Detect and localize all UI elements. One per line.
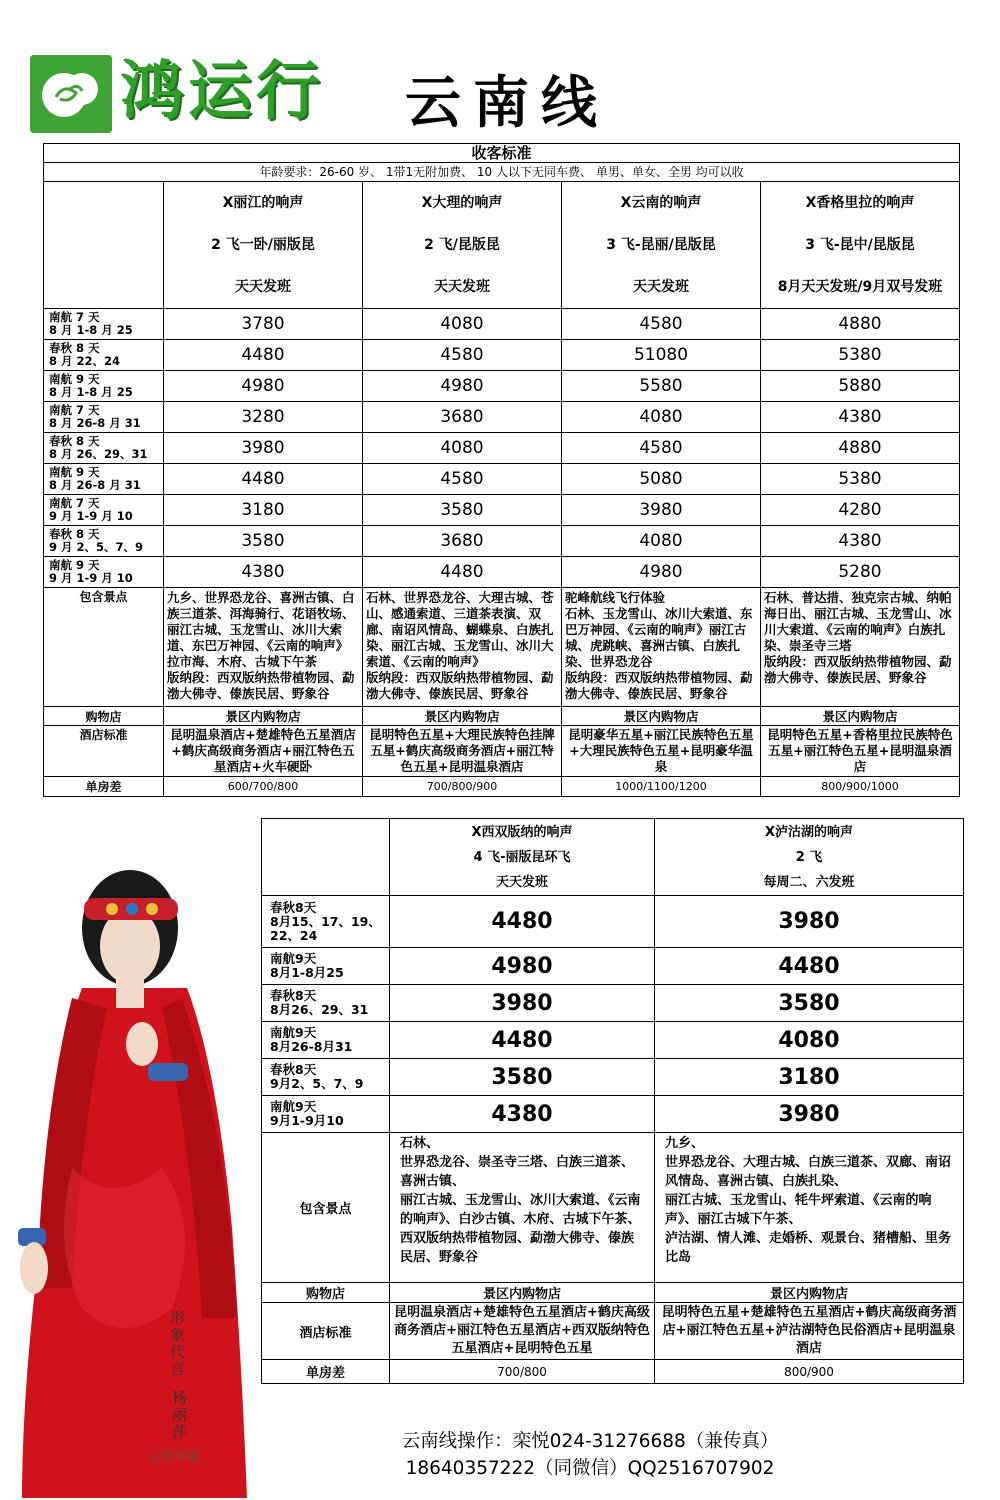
price-cell: 3980 — [562, 495, 761, 526]
diff-cell: 1000/1100/1200 — [562, 777, 761, 797]
price-cell: 3980 — [164, 433, 363, 464]
price-cell: 4980 — [390, 948, 655, 985]
contact-line-2: 18640357222（同微信）QQ2516707902 — [405, 1458, 775, 1479]
sights-cell: 石林、普达措、独克宗古城、纳帕海日出、丽江古城、玉龙雪山、冰川大索道、《云南的响声》白族扎染、崇圣寺三塔 版纳段：西双版纳热带植物园、勐渤大佛寺、傣族民居、野象谷 — [761, 588, 960, 707]
price-cell: 4480 — [390, 1022, 655, 1059]
diff-cell: 800/900/1000 — [761, 777, 960, 797]
table-row — [262, 985, 964, 1022]
price-cell: 5380 — [761, 464, 960, 495]
price-cell: 3280 — [164, 402, 363, 433]
price-cell: 4480 — [164, 340, 363, 371]
price-cell: 4080 — [562, 402, 761, 433]
product-header: X泸沽湖的响声 2 飞 每周二、六发班 — [655, 819, 964, 896]
hotel-cell: 昆明特色五星+香格里拉民族特色五星+丽江特色五星+昆明温泉酒店 — [761, 726, 960, 777]
price-cell: 5380 — [761, 340, 960, 371]
hotel-cell: 昆明特色五星+楚雄特色五星酒店+鹤庆高级商务酒店+丽江特色五星+泸沽湖特色民俗酒店+昆明温泉酒店 — [655, 1303, 964, 1360]
sights-label: 包含景点 — [262, 1133, 390, 1283]
shop-cell: 景区内购物店 — [390, 1283, 655, 1303]
table-row — [44, 495, 960, 526]
shop-label: 购物店 — [44, 707, 164, 726]
price-cell: 4380 — [164, 557, 363, 588]
price-cell: 4580 — [363, 464, 562, 495]
price-cell: 4480 — [655, 948, 964, 985]
product-header: X丽江的响声 2 飞一卧/丽版昆 天天发班 — [164, 182, 363, 309]
price-cell: 3180 — [655, 1059, 964, 1096]
price-cell: 4080 — [363, 433, 562, 464]
price-cell: 3580 — [164, 526, 363, 557]
shop-cell: 景区内购物店 — [562, 707, 761, 726]
diff-cell: 600/700/800 — [164, 777, 363, 797]
sights-cell: 石林、 世界恐龙谷、崇圣寺三塔、白族三道茶、喜洲古镇、 丽江古城、玉龙雪山、冰川大索道、《云南的响声》、白沙古镇、木府、古城下午茶、 西双版纳热带植物园、勐渤大佛寺、傣族民居、野象谷 — [390, 1133, 655, 1283]
diff-cell: 800/900 — [655, 1360, 964, 1384]
price-cell: 4480 — [164, 464, 363, 495]
row-label: 春秋 8 天 8 月 26、29、31 — [44, 433, 164, 464]
table-row — [44, 526, 960, 557]
shop-cell: 景区内购物店 — [761, 707, 960, 726]
cloud-logo-icon — [30, 55, 112, 133]
product-header: X香格里拉的响声 3 飞-昆中/昆版昆 8月天天发班/9月双号发班 — [761, 182, 960, 309]
price-cell: 5580 — [562, 371, 761, 402]
price-cell: 4980 — [562, 557, 761, 588]
table-row — [44, 340, 960, 371]
price-cell: 5080 — [562, 464, 761, 495]
pricing-table-main — [43, 143, 960, 797]
price-cell: 3980 — [390, 985, 655, 1022]
sights-cell: 九乡、 世界恐龙谷、大理古城、白族三道茶、双廊、南诏风情岛、喜洲古镇、白族扎染、 丽江古城、玉龙雪山、牦牛坪索道、《云南的响声》、丽江古城下午茶、 泸沽湖、情人滩、走婚桥、观景台、猪槽船、里务比岛 — [655, 1133, 964, 1283]
price-cell: 4380 — [761, 402, 960, 433]
price-cell: 4380 — [390, 1096, 655, 1133]
diff-cell: 700/800 — [390, 1360, 655, 1384]
price-cell: 5280 — [761, 557, 960, 588]
diff-label: 单房差 — [44, 777, 164, 797]
table-row — [262, 1096, 964, 1133]
row-label: 南航9天 8月1-8月25 — [262, 948, 390, 985]
price-cell: 3680 — [363, 402, 562, 433]
table-row — [262, 1022, 964, 1059]
shop-cell: 景区内购物店 — [655, 1283, 964, 1303]
sights-cell: 九乡、世界恐龙谷、喜洲古镇、白族三道茶、洱海骑行、花语牧场、丽江古城、玉龙雪山、冰川大索道、东巴万神园、《云南的响声》拉市海、木府、古城下午茶 版纳段：西双版纳热带植物园、勐渤大佛寺、傣族民居、野象谷 — [164, 588, 363, 707]
product-header: X西双版纳的响声 4 飞-丽版昆环飞 天天发班 — [390, 819, 655, 896]
price-cell: 4980 — [164, 371, 363, 402]
price-cell: 3980 — [655, 896, 964, 948]
price-cell: 3580 — [390, 1059, 655, 1096]
row-label: 南航 9 天 9 月 1-9 月 10 — [44, 557, 164, 588]
hotel-label: 酒店标准 — [44, 726, 164, 777]
row-label: 南航 7 天 8 月 26-8 月 31 — [44, 402, 164, 433]
row-label: 南航 9 天 8 月 1-8 月 25 — [44, 371, 164, 402]
price-cell: 4980 — [363, 371, 562, 402]
spokesperson-image — [12, 868, 252, 1498]
product-header: X云南的响声 3 飞-昆丽/昆版昆 天天发班 — [562, 182, 761, 309]
diff-cell: 700/800/900 — [363, 777, 562, 797]
sights-cell: 石林、世界恐龙谷、大理古城、苍山、感通索道、三道茶表演、双廊、南诏风情岛、蝴蝶泉、白族扎染、丽江古城、玉龙雪山、冰川大索道、《云南的响声》 版纳段：西双版纳热带植物园、勐渤大佛寺、傣族民居、野象谷 — [363, 588, 562, 707]
row-label: 春秋8天 8月15、17、19、22、24 — [262, 896, 390, 948]
price-cell: 4480 — [363, 557, 562, 588]
corner-cell — [44, 182, 164, 309]
table-row — [44, 309, 960, 340]
hotel-label: 酒店标准 — [262, 1303, 390, 1360]
hotel-cell: 昆明温泉酒店+楚雄特色五星酒店+鹤庆高级商务酒店+丽江特色五星酒店+西双版纳特色五星酒店+昆明特色五星 — [390, 1303, 655, 1360]
price-cell: 3180 — [164, 495, 363, 526]
row-label: 南航 9 天 8 月 26-8 月 31 — [44, 464, 164, 495]
table-row — [44, 371, 960, 402]
table-title: 收客标准 — [44, 144, 960, 163]
spokesperson-name: 杨丽萍 — [172, 1389, 188, 1441]
row-label: 春秋8天 8月26、29、31 — [262, 985, 390, 1022]
price-cell: 3580 — [363, 495, 562, 526]
pricing-table-secondary — [261, 818, 964, 1384]
price-cell: 4080 — [562, 526, 761, 557]
shop-cell: 景区内购物店 — [363, 707, 562, 726]
row-label: 春秋8天 9月2、5、7、9 — [262, 1059, 390, 1096]
shop-cell: 景区内购物店 — [164, 707, 363, 726]
row-label: 南航 7 天 8 月 1-8 月 25 — [44, 309, 164, 340]
requirements-text: 年龄要求：26-60 岁、 1带1无附加费、 10 人以下无同车费、 单男、单女、全男 均可以收 — [44, 163, 960, 182]
contact-info — [340, 1428, 840, 1482]
price-cell: 4580 — [363, 340, 562, 371]
row-label: 春秋 8 天 9 月 2、5、7、9 — [44, 526, 164, 557]
price-cell: 4580 — [562, 309, 761, 340]
price-cell: 4580 — [562, 433, 761, 464]
brand-logo — [30, 55, 112, 133]
price-cell: 4080 — [363, 309, 562, 340]
corner-cell — [262, 819, 390, 896]
sights-label: 包含景点 — [44, 588, 164, 707]
row-label: 春秋 8 天 8 月 22、24 — [44, 340, 164, 371]
row-label: 南航 7 天 9 月 1-9 月 10 — [44, 495, 164, 526]
shop-label: 购物店 — [262, 1283, 390, 1303]
diff-label: 单房差 — [262, 1360, 390, 1384]
price-cell: 5880 — [761, 371, 960, 402]
product-header: X大理的响声 2 飞/昆版昆 天天发班 — [363, 182, 562, 309]
table-row — [44, 402, 960, 433]
hotel-cell: 昆明豪华五星+丽江民族特色五星+大理民族特色五星+昆明豪华温泉 — [562, 726, 761, 777]
price-cell: 4880 — [761, 433, 960, 464]
table-row — [44, 464, 960, 495]
route-title: 云南线 — [405, 70, 609, 136]
sights-cell: 驼峰航线飞行体验 石林、玉龙雪山、冰川大索道、东巴万神园、《云南的响声》丽江古城、虎跳峡、喜洲古镇、白族扎染、世界恐龙谷 版纳段：西双版纳热带植物园、勐渤大佛寺、傣族民居、野象谷 — [562, 588, 761, 707]
table-row — [262, 896, 964, 948]
price-cell: 4280 — [761, 495, 960, 526]
contact-line-1: 云南线操作：栾悦024-31276688（兼传真） — [401, 1431, 779, 1452]
table-row — [44, 433, 960, 464]
table-row — [44, 557, 960, 588]
price-cell: 3980 — [655, 1096, 964, 1133]
row-label: 南航9天 9月1-9月10 — [262, 1096, 390, 1133]
table-row — [262, 948, 964, 985]
price-cell: 3780 — [164, 309, 363, 340]
price-cell: 3580 — [655, 985, 964, 1022]
price-cell: 4880 — [761, 309, 960, 340]
spokesperson-caption: 形象代言 — [170, 1309, 186, 1378]
price-cell: 4080 — [655, 1022, 964, 1059]
spokesperson-brand: 云苏华夏 — [148, 1450, 201, 1465]
row-label: 南航9天 8月26-8月31 — [262, 1022, 390, 1059]
price-cell: 4380 — [761, 526, 960, 557]
table-row — [262, 1059, 964, 1096]
price-cell: 51080 — [562, 340, 761, 371]
price-cell: 4480 — [390, 896, 655, 948]
price-cell: 3680 — [363, 526, 562, 557]
hotel-cell: 昆明特色五星+大理民族特色挂牌五星+鹤庆高级商务酒店+丽江特色五星+昆明温泉酒店 — [363, 726, 562, 777]
hotel-cell: 昆明温泉酒店+楚雄特色五星酒店+鹤庆高级商务酒店+丽江特色五星酒店+火车硬卧 — [164, 726, 363, 777]
brand-name: 鸿运行 — [120, 55, 324, 129]
